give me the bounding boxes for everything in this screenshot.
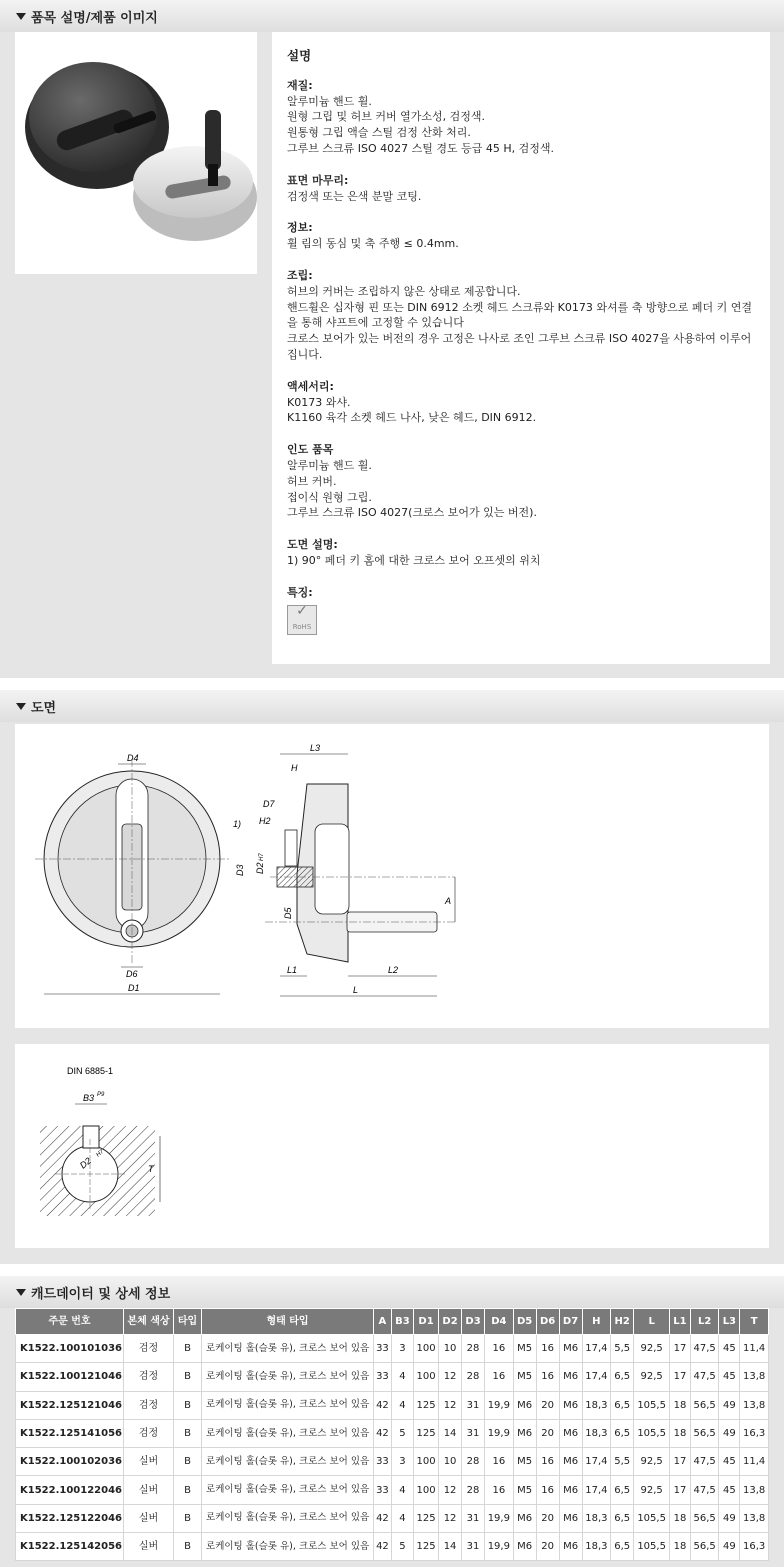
table-cell: 28: [462, 1335, 485, 1363]
table-cell: 125: [414, 1419, 439, 1447]
col-b3[interactable]: B3: [391, 1309, 413, 1335]
dim-d2-label: D2: [255, 862, 265, 874]
table-cell: 28: [462, 1448, 485, 1476]
table-cell: B: [174, 1419, 202, 1447]
finish-section: [287, 173, 755, 205]
table-row[interactable]: [16, 1391, 769, 1419]
table-cell: 5: [391, 1419, 413, 1447]
table-cell: 16: [536, 1335, 559, 1363]
table-cell: B: [174, 1335, 202, 1363]
table-cell: 10: [439, 1335, 462, 1363]
order-number-cell[interactable]: K1522.100122046: [16, 1476, 124, 1504]
table-cell: B: [174, 1476, 202, 1504]
table-cell: 105,5: [634, 1533, 670, 1561]
dim-d1-label: D1: [128, 983, 140, 993]
table-cell: 6,5: [611, 1391, 634, 1419]
table-cell: 6,5: [611, 1533, 634, 1561]
table-cell: 14: [439, 1533, 462, 1561]
table-cell: M6: [513, 1504, 536, 1532]
keyway-b3-label: B3: [83, 1093, 95, 1103]
dim-l1-label: L1: [287, 965, 298, 975]
cad-section-header[interactable]: [0, 1276, 784, 1308]
table-cell: M6: [513, 1419, 536, 1447]
technical-drawing: [15, 724, 769, 1028]
delivery-line: 접이식 원형 그립.: [287, 490, 372, 504]
order-number-cell[interactable]: K1522.125122046: [16, 1504, 124, 1532]
table-cell: 47,5: [690, 1476, 719, 1504]
col-l[interactable]: L: [634, 1309, 670, 1335]
keyway-drawing-box: [15, 1044, 769, 1248]
note-1-label: 1): [233, 819, 242, 829]
col-a[interactable]: A: [374, 1309, 392, 1335]
info-title: 정보:: [287, 221, 313, 235]
table-cell: 검정: [124, 1335, 174, 1363]
table-cell: 42: [374, 1419, 392, 1447]
table-cell: M6: [559, 1476, 582, 1504]
assembly-line: 허브의 커버는 조립하지 않은 상태로 제공합니다.: [287, 284, 521, 298]
description-panel: [0, 0, 784, 678]
table-cell: 13,8: [740, 1504, 769, 1532]
cad-section-title: 캐드데이터 및 상세 정보: [31, 1286, 171, 1302]
collapse-triangle-icon: [16, 1289, 26, 1296]
table-cell: 47,5: [690, 1448, 719, 1476]
table-cell: M6: [559, 1363, 582, 1391]
table-cell: 12: [439, 1504, 462, 1532]
table-cell: 16,3: [740, 1533, 769, 1561]
table-cell: B: [174, 1448, 202, 1476]
table-cell: 5: [391, 1533, 413, 1561]
product-image: [15, 32, 257, 274]
material-line: 원형 그립 및 허브 커버 열가소성, 검정색.: [287, 110, 485, 124]
dim-l3-label: L3: [310, 743, 321, 753]
table-cell: 45: [719, 1363, 740, 1391]
order-number-cell[interactable]: K1522.100121046: [16, 1363, 124, 1391]
table-cell: 56,5: [690, 1533, 719, 1561]
delivery-line: 그루브 스크류 ISO 4027(크로스 보어가 있는 버전).: [287, 506, 537, 520]
keyway-h7-label: H7: [95, 1149, 106, 1159]
table-cell: 18: [670, 1504, 691, 1532]
table-cell: 6,5: [611, 1476, 634, 1504]
assembly-title: 조립:: [287, 268, 313, 282]
assembly-line: 핸드휠은 십자형 핀 또는 DIN 6912 소켓 헤드 스크류와 K0173 와셔를 축 방향으로 페더 키 연결을 통해 샤프트에 고정할 수 있습니다: [287, 300, 752, 330]
delivery-line: 허브 커버.: [287, 474, 337, 488]
table-cell: 11,4: [740, 1335, 769, 1363]
table-row[interactable]: [16, 1533, 769, 1561]
table-cell: 49: [719, 1419, 740, 1447]
dim-d7-label: D7: [263, 799, 275, 809]
product-image-box: [15, 32, 257, 274]
table-cell: 17: [670, 1335, 691, 1363]
table-cell: 5,5: [611, 1448, 634, 1476]
col-d5[interactable]: D5: [513, 1309, 536, 1335]
accessories-line: K0173 와샤.: [287, 395, 351, 409]
table-cell: 12: [439, 1363, 462, 1391]
material-line: 그루브 스크류 ISO 4027 스틸 경도 등급 45 H, 검정색.: [287, 141, 554, 155]
table-cell: B: [174, 1391, 202, 1419]
table-cell: 17,4: [582, 1363, 611, 1391]
table-body: [16, 1335, 769, 1561]
table-cell: M6: [559, 1504, 582, 1532]
table-cell: 로케이팅 홀(슬롯 유), 크로스 보어 있음: [202, 1363, 374, 1391]
table-cell: 100: [414, 1335, 439, 1363]
col-h[interactable]: H: [582, 1309, 611, 1335]
dim-l2-label: L2: [388, 965, 399, 975]
delivery-title: 인도 품목: [287, 443, 334, 457]
description-section-title: 품목 설명/제품 이미지: [31, 10, 158, 26]
col-d6[interactable]: D6: [536, 1309, 559, 1335]
dim-d3-label: D3: [235, 864, 245, 876]
table-cell: 100: [414, 1363, 439, 1391]
table-cell: 실버: [124, 1504, 174, 1532]
table-row[interactable]: [16, 1335, 769, 1363]
table-cell: 20: [536, 1533, 559, 1561]
table-cell: 13,8: [740, 1391, 769, 1419]
table-cell: 42: [374, 1504, 392, 1532]
order-number-cell[interactable]: K1522.100101036: [16, 1335, 124, 1363]
table-cell: 105,5: [634, 1391, 670, 1419]
col-d4[interactable]: D4: [485, 1309, 514, 1335]
table-cell: M6: [559, 1533, 582, 1561]
table-cell: 42: [374, 1533, 392, 1561]
table-cell: 4: [391, 1504, 413, 1532]
table-cell: 6,5: [611, 1419, 634, 1447]
table-cell: 로케이팅 홀(슬롯 유), 크로스 보어 있음: [202, 1504, 374, 1532]
table-cell: M6: [559, 1448, 582, 1476]
table-cell: M6: [513, 1533, 536, 1561]
table-cell: 16: [536, 1448, 559, 1476]
table-cell: 10: [439, 1448, 462, 1476]
table-cell: 33: [374, 1448, 392, 1476]
keyway-standard-label: DIN 6885-1: [67, 1066, 114, 1076]
table-cell: 17,4: [582, 1335, 611, 1363]
col-body-color[interactable]: 본체 색상: [124, 1309, 174, 1335]
table-cell: 56,5: [690, 1391, 719, 1419]
col-type[interactable]: 타입: [174, 1309, 202, 1335]
table-cell: 125: [414, 1504, 439, 1532]
material-line: 알루미늄 핸드 휠.: [287, 94, 372, 108]
table-cell: 18: [670, 1391, 691, 1419]
col-t[interactable]: T: [740, 1309, 769, 1335]
table-cell: 45: [719, 1476, 740, 1504]
col-l1[interactable]: L1: [670, 1309, 691, 1335]
table-cell: 13,8: [740, 1476, 769, 1504]
table-cell: 17: [670, 1363, 691, 1391]
table-cell: 검정: [124, 1419, 174, 1447]
rohs-badge: [287, 602, 317, 635]
col-d2[interactable]: D2: [439, 1309, 462, 1335]
dim-h2-label: H2: [259, 816, 271, 826]
dim-a-label: A: [445, 896, 452, 906]
finish-title: 표면 마무리:: [287, 173, 349, 187]
table-cell: 12: [439, 1476, 462, 1504]
assembly-line: 크로스 보어가 있는 버전의 경우 고정은 나사로 조인 그루브 스크류 ISO 4027을 사용하여 이루어집니다.: [287, 332, 752, 361]
collapse-triangle-icon: [16, 703, 26, 710]
drawing-section-header[interactable]: [0, 690, 784, 722]
features-section: [287, 585, 755, 635]
table-cell: 16: [485, 1363, 514, 1391]
table-cell: 6,5: [611, 1504, 634, 1532]
table-cell: 105,5: [634, 1504, 670, 1532]
rohs-label: RoHS: [292, 622, 312, 631]
table-cell: 18,3: [582, 1533, 611, 1561]
table-row[interactable]: [16, 1504, 769, 1532]
col-order-number[interactable]: 주문 번호: [16, 1309, 124, 1335]
table-cell: 19,9: [485, 1533, 514, 1561]
table-cell: 로케이팅 홀(슬롯 유), 크로스 보어 있음: [202, 1476, 374, 1504]
table-cell: 4: [391, 1363, 413, 1391]
table-cell: B: [174, 1363, 202, 1391]
table-cell: 20: [536, 1419, 559, 1447]
drawing-note-line: 1) 90° 페더 키 홈에 대한 크로스 보어 오프셋의 위치: [287, 553, 541, 567]
drawing-panel: [0, 690, 784, 1264]
table-cell: 검정: [124, 1391, 174, 1419]
table-cell: 92,5: [634, 1476, 670, 1504]
col-d3[interactable]: D3: [462, 1309, 485, 1335]
dim-d6-label: D6: [126, 969, 138, 979]
table-cell: 19,9: [485, 1504, 514, 1532]
table-cell: 49: [719, 1504, 740, 1532]
accessories-section: [287, 379, 755, 426]
table-cell: 19,9: [485, 1391, 514, 1419]
dim-d5-label: D5: [283, 907, 293, 919]
keyway-t-label: T: [148, 1164, 154, 1174]
table-cell: M6: [559, 1391, 582, 1419]
table-cell: 31: [462, 1391, 485, 1419]
table-cell: 92,5: [634, 1363, 670, 1391]
dim-l-label: L: [353, 985, 359, 995]
table-cell: 100: [414, 1476, 439, 1504]
table-cell: 56,5: [690, 1504, 719, 1532]
table-cell: 3: [391, 1448, 413, 1476]
table-cell: 5,5: [611, 1335, 634, 1363]
table-cell: 20: [536, 1391, 559, 1419]
col-l3[interactable]: L3: [719, 1309, 740, 1335]
table-cell: 56,5: [690, 1419, 719, 1447]
drawing-section-title: 도면: [31, 700, 57, 716]
material-title: 재질:: [287, 78, 313, 92]
col-d1[interactable]: D1: [414, 1309, 439, 1335]
table-row[interactable]: [16, 1476, 769, 1504]
table-cell: 18: [670, 1533, 691, 1561]
table-cell: 42: [374, 1391, 392, 1419]
table-cell: 로케이팅 홀(슬롯 유), 크로스 보어 있음: [202, 1448, 374, 1476]
info-section: [287, 220, 755, 252]
dim-h-label: H: [291, 763, 298, 773]
table-cell: 3: [391, 1335, 413, 1363]
check-icon: ✓: [296, 602, 308, 619]
dim-d4-label: D4: [127, 753, 139, 763]
description-heading: 설명: [287, 48, 312, 63]
assembly-section: [287, 268, 755, 363]
table-cell: 16,3: [740, 1419, 769, 1447]
table-cell: 4: [391, 1476, 413, 1504]
table-cell: 18,3: [582, 1419, 611, 1447]
table-cell: 28: [462, 1476, 485, 1504]
table-cell: 로케이팅 홀(슬롯 유), 크로스 보어 있음: [202, 1335, 374, 1363]
table-cell: 로케이팅 홀(슬롯 유), 크로스 보어 있음: [202, 1391, 374, 1419]
table-cell: 49: [719, 1533, 740, 1561]
table-cell: M6: [559, 1335, 582, 1363]
table-cell: 18,3: [582, 1504, 611, 1532]
table-cell: M5: [513, 1448, 536, 1476]
table-cell: 33: [374, 1476, 392, 1504]
table-header-row: [16, 1309, 769, 1335]
keyway-d2-label: D2: [77, 1155, 94, 1171]
col-l2[interactable]: L2: [690, 1309, 719, 1335]
table-cell: 실버: [124, 1476, 174, 1504]
table-cell: 검정: [124, 1363, 174, 1391]
table-cell: 로케이팅 홀(슬롯 유), 크로스 보어 있음: [202, 1419, 374, 1447]
table-row[interactable]: [16, 1363, 769, 1391]
table-cell: 28: [462, 1363, 485, 1391]
collapse-triangle-icon: [16, 13, 26, 20]
table-cell: 33: [374, 1363, 392, 1391]
table-cell: 실버: [124, 1533, 174, 1561]
table-cell: 17,4: [582, 1448, 611, 1476]
order-number-cell[interactable]: K1522.100102036: [16, 1448, 124, 1476]
table-cell: 14: [439, 1419, 462, 1447]
description-section-header[interactable]: [0, 0, 784, 32]
features-title: 특징:: [287, 585, 313, 599]
table-row[interactable]: [16, 1419, 769, 1447]
order-number-cell[interactable]: K1522.125121046: [16, 1391, 124, 1419]
material-line: 원통형 그립 액슬 스틸 검정 산화 처리.: [287, 126, 471, 140]
table-cell: 125: [414, 1533, 439, 1561]
finish-line: 검정색 또는 은색 분말 코팅.: [287, 189, 422, 203]
drawing-note-section: [287, 537, 755, 569]
table-cell: 31: [462, 1419, 485, 1447]
table-cell: 92,5: [634, 1335, 670, 1363]
table-cell: M5: [513, 1363, 536, 1391]
table-cell: 17,4: [582, 1476, 611, 1504]
table-cell: 로케이팅 홀(슬롯 유), 크로스 보어 있음: [202, 1533, 374, 1561]
accessories-line: K1160 육각 소켓 헤드 나사, 낮은 헤드, DIN 6912.: [287, 411, 537, 425]
table-cell: 17: [670, 1476, 691, 1504]
dim-h7-label: H7: [259, 853, 265, 861]
table-cell: 105,5: [634, 1419, 670, 1447]
table-cell: B: [174, 1533, 202, 1561]
table-cell: 20: [536, 1504, 559, 1532]
table-cell: 16: [536, 1363, 559, 1391]
col-form-type[interactable]: 형태 타입: [202, 1309, 374, 1335]
table-cell: 31: [462, 1504, 485, 1532]
keyway-drawing: [15, 1044, 769, 1248]
table-cell: M5: [513, 1335, 536, 1363]
info-line: 휠 림의 동심 및 축 주행 ≤ 0.4mm.: [287, 237, 459, 251]
table-cell: 12: [439, 1391, 462, 1419]
keyway-p9-label: P9: [97, 1092, 105, 1098]
table-cell: 45: [719, 1335, 740, 1363]
delivery-section: [287, 442, 755, 521]
table-cell: 47,5: [690, 1363, 719, 1391]
table-cell: 17: [670, 1448, 691, 1476]
table-cell: 6,5: [611, 1363, 634, 1391]
order-number-cell[interactable]: K1522.125141056: [16, 1419, 124, 1447]
table-cell: 49: [719, 1391, 740, 1419]
material-section: [287, 78, 755, 157]
table-cell: 16: [536, 1476, 559, 1504]
table-cell: 16: [485, 1335, 514, 1363]
col-h2[interactable]: H2: [611, 1309, 634, 1335]
table-cell: 33: [374, 1335, 392, 1363]
table-cell: 100: [414, 1448, 439, 1476]
table-cell: 11,4: [740, 1448, 769, 1476]
description-text: [272, 32, 770, 664]
table-cell: 13,8: [740, 1363, 769, 1391]
table-cell: 18,3: [582, 1391, 611, 1419]
product-table: [15, 1308, 769, 1561]
col-d7[interactable]: D7: [559, 1309, 582, 1335]
table-cell: 16: [485, 1448, 514, 1476]
table-cell: 92,5: [634, 1448, 670, 1476]
table-cell: M5: [513, 1476, 536, 1504]
table-cell: 31: [462, 1533, 485, 1561]
table-cell: M6: [513, 1391, 536, 1419]
table-cell: M6: [559, 1419, 582, 1447]
table-cell: 실버: [124, 1448, 174, 1476]
table-cell: 19,9: [485, 1419, 514, 1447]
table-cell: 4: [391, 1391, 413, 1419]
technical-drawing-box: [15, 724, 769, 1028]
table-cell: 125: [414, 1391, 439, 1419]
table-cell: 47,5: [690, 1335, 719, 1363]
table-cell: B: [174, 1504, 202, 1532]
table-cell: 16: [485, 1476, 514, 1504]
accessories-title: 액세서리:: [287, 379, 334, 393]
delivery-line: 알루미늄 핸드 휠.: [287, 458, 372, 472]
table-row[interactable]: [16, 1448, 769, 1476]
table-cell: 18: [670, 1419, 691, 1447]
drawing-note-title: 도면 설명:: [287, 538, 338, 552]
table-cell: 45: [719, 1448, 740, 1476]
order-number-cell[interactable]: K1522.125142056: [16, 1533, 124, 1561]
